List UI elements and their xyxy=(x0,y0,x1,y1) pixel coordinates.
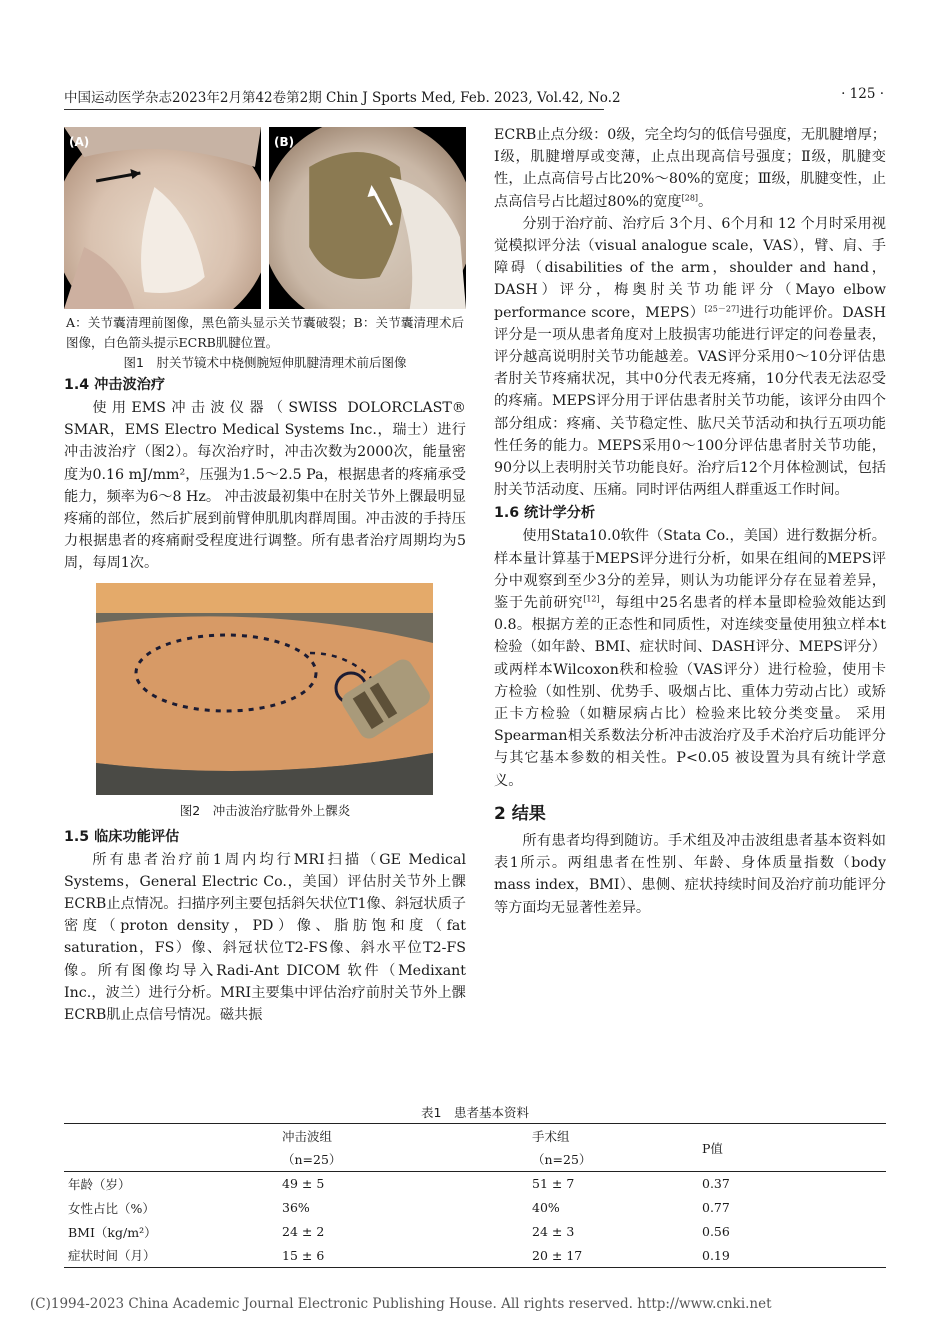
patient-baseline-table xyxy=(64,1123,886,1268)
table-1-caption: 表1 患者基本资料 xyxy=(421,1105,529,1120)
page-number: · 125 · xyxy=(841,86,884,102)
copyright-footer: (C)1994-2023 China Academic Journal Electronic Publishing House. All rights reserved. http://www.cnki.net xyxy=(30,1296,772,1312)
section-2-paragraph: 所有患者均得到随访。手术组及冲击波组患者基本资料如表1所示。两组患者在性别、年龄、身体质量指数（body mass index，BMI）、患侧、症状持续时间及治疗前功能评分等方面均无显著性差异。 xyxy=(494,832,886,916)
table-cell: 51 ± 7 xyxy=(532,1176,575,1192)
table-cell: 0.37 xyxy=(702,1176,730,1192)
table-row xyxy=(64,1196,886,1220)
journal-citation: 中国运动医学杂志2023年2月第42卷第2期 Chin J Sports Med, Feb. 2023, Vol.42, No.2 xyxy=(64,86,604,110)
figure-1-subcaption: A：关节囊清理前图像，黑色箭头显示关节囊破裂；B：关节囊清理术后图像，白色箭头提示ECRB肌腱位置。 xyxy=(66,315,464,350)
statistics-text: 使用Stata10.0软件（Stata Co.，美国）进行数据分析。样本量计算基于MEPS评分进行分析，如果在组间的MEPS评分中观察到至少3分的差异，则认为功能评分存在显着差异，鉴于先前研究 xyxy=(494,528,886,612)
table-cell: 0.56 xyxy=(702,1224,730,1239)
table-cell: 症状时间（月） xyxy=(64,1244,278,1268)
table-cell: 24 ± 2 xyxy=(282,1224,325,1239)
statistics-text-end: ，每组中25名患者的样本量即检验效能达到0.8。根据方差的正态性和同质性，对连续变量使用独立样本t检验（如年龄、BMI、症状时间、DASH评分、MEPS评分）或两样本Wilcoxon秩和检验（VAS评分）进行检验，使用卡方检验（如性别、优势手、吸烟占比、重体力劳动占比）或矫正卡方检验（如糖尿病占比）检验来比较分类变量。 采用Spearman相关系数法分析冲击波治疗及手术治疗后功能评分与其它基本参数的相关性。P<0.05 被设置为具有统计学意义。 xyxy=(494,595,886,789)
table-cell: 15 ± 6 xyxy=(278,1244,528,1268)
reference-25-27: [25－27] xyxy=(704,303,740,313)
section-1-4-title: 1.4 冲击波治疗 xyxy=(64,377,166,393)
arthroscopy-image-b xyxy=(269,127,466,309)
arthroscopy-b-graphic xyxy=(269,127,466,309)
table-row xyxy=(64,1220,886,1244)
table-cell: 24 ± 3 xyxy=(532,1224,575,1239)
arthroscopy-image-a xyxy=(64,127,261,309)
reference-28: [28] xyxy=(681,192,699,202)
figure-1-images xyxy=(64,127,466,309)
table-header-surgery: 手术组 xyxy=(528,1124,698,1148)
right-column xyxy=(494,124,886,919)
table-subheader-surgery-n: （n=25） xyxy=(528,1148,698,1172)
table-cell: 0.19 xyxy=(698,1244,886,1268)
table-cell: 36% xyxy=(282,1200,310,1215)
figure-1-caption: 图1 肘关节镜术中桡侧腕短伸肌腱清理术前后图像 xyxy=(123,355,407,370)
figure-1a-label: (A) xyxy=(69,135,90,149)
arthroscopy-a-graphic xyxy=(64,127,261,309)
section-1-5-title: 1.5 临床功能评估 xyxy=(64,828,180,845)
figure-2-image xyxy=(96,583,433,795)
table-cell: 40% xyxy=(532,1200,560,1215)
mri-grading-text: ECRB止点分级：0级，完全均匀的低信号强度，无肌腱增厚；Ⅰ级，肌腱增厚或变薄，止点出现高信号强度；Ⅱ级，肌腱变性，止点高信号占比20%～80%的宽度；Ⅲ级，肌腱变性，止点高信号占比超过80%的宽度 xyxy=(494,127,886,210)
figure-2-caption: 图2 冲击波治疗肱骨外上髁炎 xyxy=(179,802,351,818)
table-header-shockwave: 冲击波组 xyxy=(278,1124,528,1148)
table-cell: 20 ± 17 xyxy=(528,1244,698,1268)
table-cell: 49 ± 5 xyxy=(282,1176,325,1192)
section-1-5-paragraph-1: 所有患者治疗前1周内均行MRI扫描（GE Medical Systems，General Electric Co.，美国）评估肘关节外上髁ECRB止点情况。扫描序列主要包括斜矢状位T1像、斜冠状质子密度（proton density，PD）像、脂肪饱和度（fat saturation，FS）像、斜冠状位T2-FS像、斜水平位T2-FS像。所有图像均导入Radi-Ant DICOM 软件（Medixant Inc.，波兰）进行分析。MRI主要集中评估治疗前肘关节外上髁ECRB肌止点信号情况。磁共振 xyxy=(64,851,466,1024)
table-cell: 0.77 xyxy=(702,1200,730,1215)
left-column xyxy=(64,124,466,1026)
table-cell: 女性占比（%） xyxy=(68,1200,155,1216)
section-1-4-paragraph: 使用EMS冲击波仪器（SWISS DOLORCLAST® SMAR，EMS Electro Medical Systems Inc.，瑞士）进行冲击波治疗（图2）。每次治疗时，冲击次数为2000次，能量密度为0.16 mJ/mm²，压强为1.5～2.5 Pa，根据患者的疼痛承受能力，频率为6～8 Hz。 冲击波最初集中在肘关节外上髁最明显疼痛的部位，然后扩展到前臂伸肌肌肉群周围。冲击波的手持压力根据患者的疼痛耐受程度进行调整。所有患者治疗周期均为5周，每周1次。 xyxy=(64,400,466,572)
table-cell: BMI（kg/m²） xyxy=(68,1224,157,1240)
table-row xyxy=(64,1244,886,1268)
table-subheader-item xyxy=(64,1148,278,1172)
section-1-5-paragraph-2 xyxy=(494,213,886,502)
figure-1b-label: (B) xyxy=(274,135,295,149)
section-1-6-title: 1.6 统计学分析 xyxy=(494,505,596,522)
running-header xyxy=(64,86,884,108)
section-1-6-paragraph xyxy=(494,525,886,791)
section-2-title: 2 结果 xyxy=(494,803,546,824)
table-header-row xyxy=(64,1124,886,1148)
shockwave-photo-graphic xyxy=(96,583,433,795)
table-1 xyxy=(64,1103,886,1268)
table-row xyxy=(64,1172,886,1196)
reference-12: [12] xyxy=(583,594,600,604)
table-header-item xyxy=(64,1124,278,1148)
table-subheader-shockwave-n: （n=25） xyxy=(278,1148,528,1172)
scoring-text-end: 进行功能评价。DASH评分是一项从患者角度对上肢损害功能进行评定的问卷量表，评分越高说明肘关节功能越差。VAS评分采用0～10分评估患者肘关节疼痛状况，其中0分代表无疼痛，10分代表无法忍受的疼痛。MEPS评分用于评估患者肘关节功能，该评分由四个部分组成：疼痛、关节稳定性、肱尺关节活动和执行五项功能性任务的能力。MEPS采用0～100分评估患者肘关节功能，90分以上表明肘关节功能良好。治疗后12个月体检测试，包括肘关节活动度、压痛。同时评估两组人群重返工作时间。 xyxy=(494,304,886,499)
scoring-text: 分别于治疗前、治疗后 3个月、6个月和 12 个月时采用视觉模拟评分法（visual analogue scale，VAS），臂、肩、手障碍（disabilities of the arm，shoulder and hand，DASH）评分，梅奥肘关节功能评分（Mayo elbow performance score，MEPS） xyxy=(494,215,886,321)
table-header-p-value: P值 xyxy=(698,1124,886,1172)
mri-grading-end: 。 xyxy=(698,193,713,210)
section-1-5-paragraph-1-continued xyxy=(494,124,886,213)
table-cell: 年龄（岁） xyxy=(68,1176,131,1192)
